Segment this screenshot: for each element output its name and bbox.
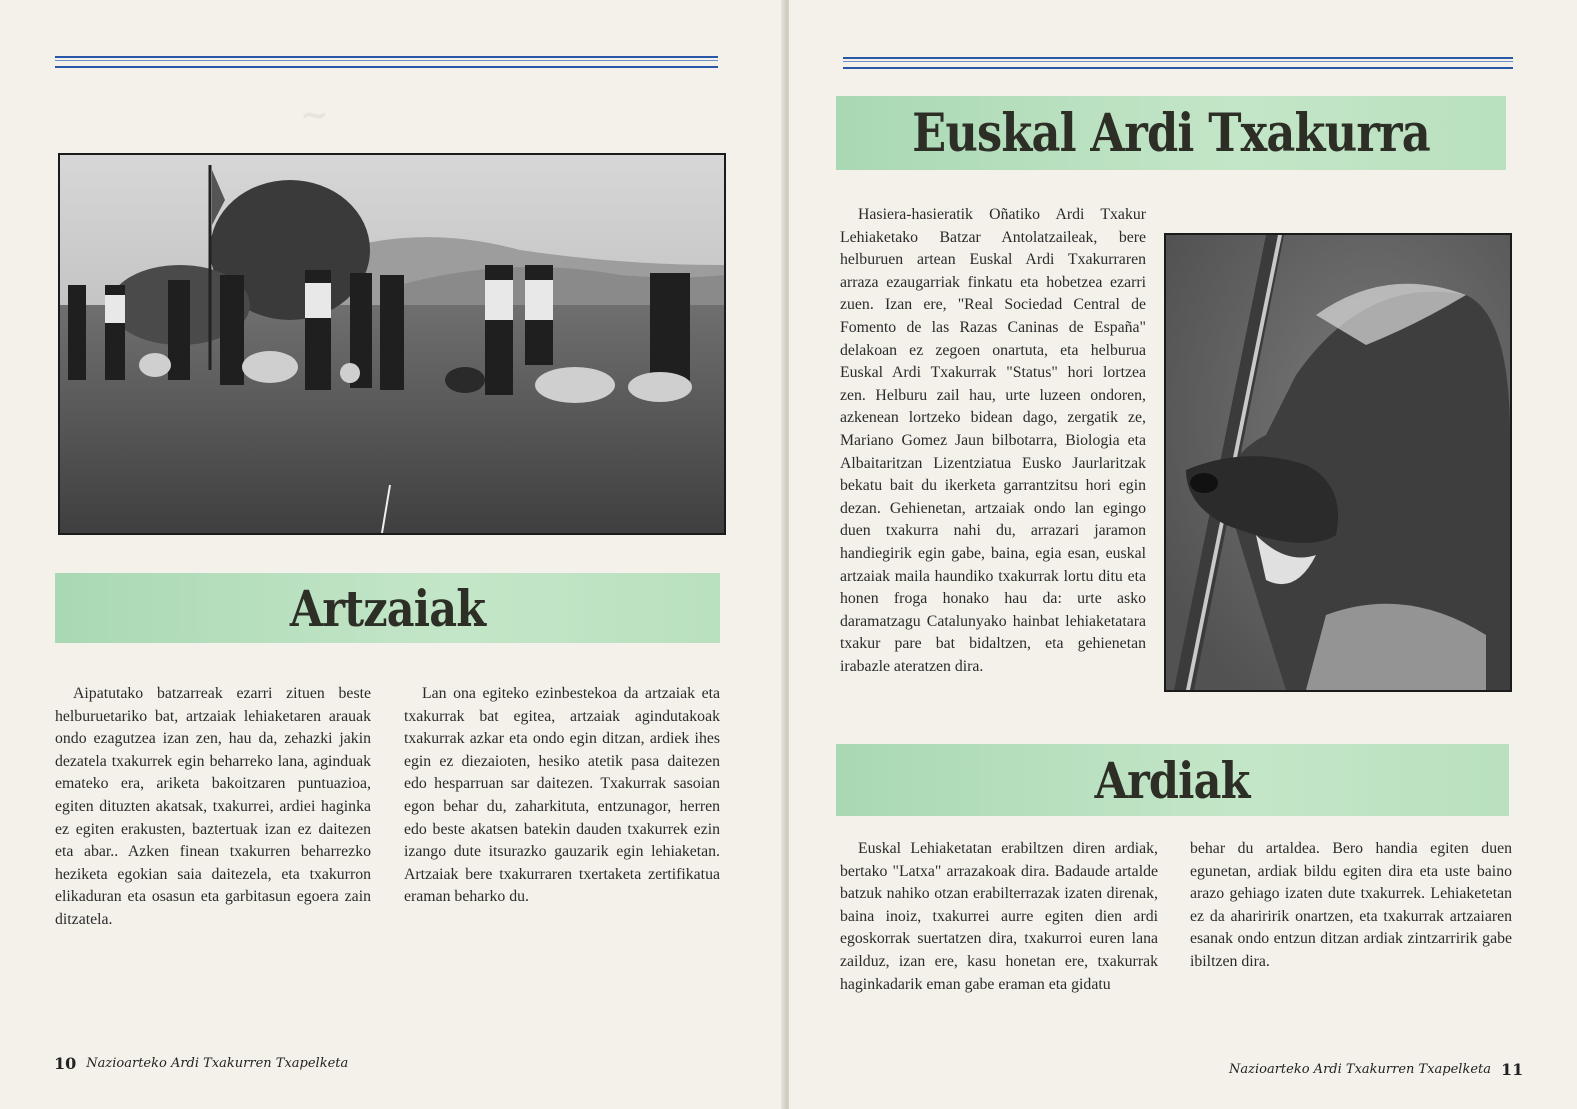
right-column-2-text: behar du artaldea. Bero handia egiten duen egunetan, ardiak bildu egiten dira eta uste baino arazo gehiago izaten dute txakurrek. Lehiaketetan ez da ahariririk onartzen, eta txakurrak artzaiaren esanak ondo entzun ditzan ardiak zintzarririk gabe ibiltzen dira. xyxy=(1190,840,1512,970)
left-column-2-text: Lan ona egiteko ezinbestekoa da artzaiak eta txakurrak bat egitea, artzaiak agindutakoak txakurrak azkar eta ondo egin ditzan, ardiek ihes egin ez diezaioten, hesiko atetik pasa daitezen edo hesparruan sar daitezen. Txakurrak sasoian egon behar du, zaharkituta, entzunagor, herren edo beste akatsen batekin dauden txakurrek ezin izango dute itsurazko gauzarik egin lehiaketan. Artzaiak bere txakurraren txertaketa zertifikatua eraman beharko du. xyxy=(404,685,720,906)
article-title: Euskal Ardi Txakurra xyxy=(912,102,1430,164)
top-rule-right xyxy=(843,57,1513,69)
section-heading-ardiak: Ardiak xyxy=(1095,750,1250,810)
right-column-1-text: Euskal Lehiaketatan erabiltzen diren ardiak, bertako "Latxa" arrazakoak dira. Badaude artalde batzuk nahiko otzan erabilterrazak izaten direnak, baina inoiz, txakurrei aurre egiten dien ardi egoskorrak suertatzen dira, txakurroi euren lana zailduz, izan ere, kasu honetan ere, txakurrak haginkadarik eman gabe eraman eta gidatu xyxy=(840,840,1158,993)
euskal-ardi-txakurra-heading-banner xyxy=(836,96,1506,170)
publication-title-right: Nazioarteko Ardi Txakurren Txapelketa xyxy=(1229,1062,1491,1077)
bleed-through-text: ~ xyxy=(300,95,329,135)
publication-title: Nazioarteko Ardi Txakurren Txapelketa xyxy=(86,1056,349,1071)
top-rule-left xyxy=(55,56,718,68)
page-number-right: 11 xyxy=(1501,1060,1524,1079)
section-heading: Artzaiak xyxy=(289,578,486,638)
right-footer xyxy=(1229,1060,1523,1079)
photo-illustration xyxy=(60,155,724,533)
ardiak-heading-banner xyxy=(836,744,1509,816)
shepherds-with-dogs-photo xyxy=(58,153,726,535)
sheepdog-portrait-photo xyxy=(1164,233,1512,692)
page-number: 10 xyxy=(54,1054,77,1073)
left-page xyxy=(0,0,785,1109)
intro-text: Hasiera-hasieratik Oñatiko Ardi Txakur Lehiaketako Batzar Antolatzaileak, bere helburuen artean Euskal Ardi Txakurraren arraza ezaugarriak finkatu eta hobetzea ezarri zuen. Izan ere, "Real Sociedad Central de Fomento de las Razas Caninas de España" delakoan ez zegoen onartuta, eta helburua Euskal Ardi Txakurrak "Status" hori lortzea zen. Helburu zail hau, urte luzeen ondoren, azkenean lortzeko bidean dago, zergatik ze, Mariano Gomez Jaun bilbotarra, Biologia eta Albaitaritzan Lizentziatua Eusko Jaurlaritzak bekatu bait du ikerketa garrantzitsu hori egin dezan. Gehienetan, artzaiak ondo lan egingo duen txakurra nahi du, arrazari jaramon handiegirik egin gabe, baina, egia esan, euskal artzaiak maila haundiko txakurrak lortu ditu eta honen froga honako hau da: urte asko daramatzagu Catalunyako hainbat lehiaketatara txakur pare bat bidaltzen, eta gehienetan irabazle ateratzen dira. xyxy=(840,206,1146,675)
right-page xyxy=(789,0,1577,1109)
left-footer xyxy=(54,1054,348,1073)
left-column-1-text: Aipatutako batzarreak ezarri zituen beste helburuetariko bat, artzaiak lehiaketaren arauak ondo ezagutzea izan zen, hau da, zehazki jakin dezatela txakurrek egin beharreko lana, aginduak emateko era, ariketa bakoitzaren puntuazioa, egiten dituzten akatsak, txakurrei, ardiei haginka ez egiten erakusten, baztertuak izan ez daitezen eta abar.. Azken finean txakurren beharrezko heziketa egokian saia daitezela, eta txakurron elikaduran eta osasun eta garbitasun egoera zain ditzatela. xyxy=(55,685,371,928)
artzaiak-heading-banner xyxy=(55,573,720,643)
dog-illustration xyxy=(1166,235,1510,690)
